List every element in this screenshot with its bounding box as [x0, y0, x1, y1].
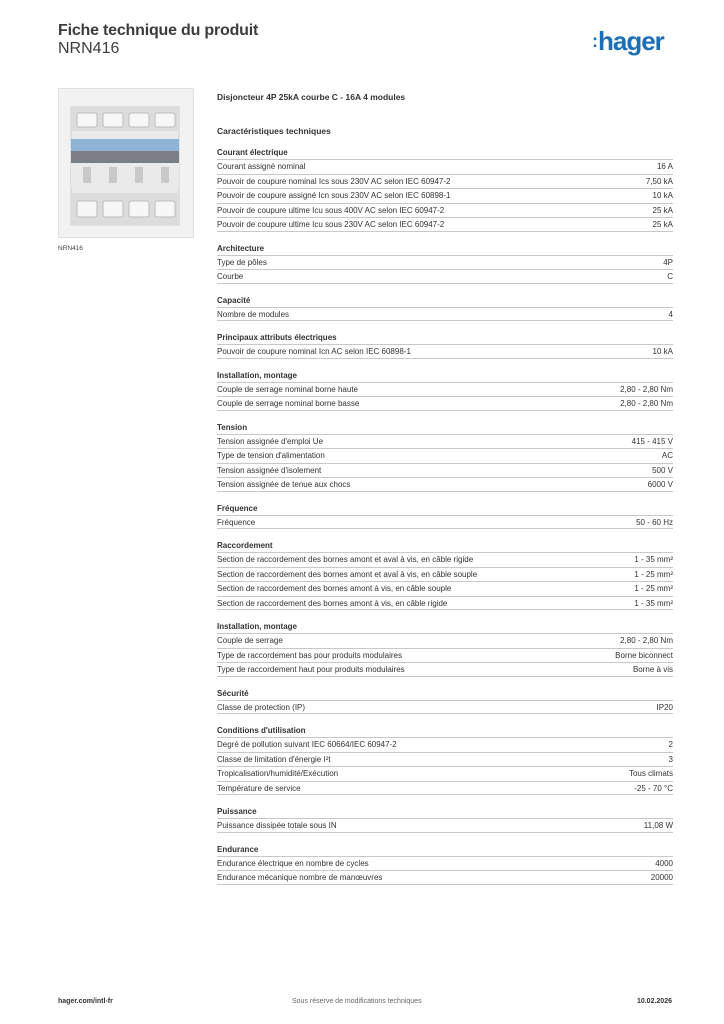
- spec-label: Type de pôles: [217, 257, 267, 267]
- spec-label: Type de raccordement bas pour produits modulaires: [217, 650, 402, 660]
- spec-row: [217, 856, 673, 871]
- spec-row: [217, 633, 673, 648]
- spec-value: 25 kA: [652, 220, 673, 229]
- spec-value: Borne à vis: [632, 665, 673, 674]
- section-title: Raccordement: [217, 541, 273, 550]
- product-reference: NRN416: [58, 40, 120, 57]
- spec-label: Tension assignée de tenue aux chocs: [217, 480, 351, 489]
- spec-value: 25 kA: [652, 205, 673, 215]
- spec-label: Endurance électrique en nombre de cycles: [217, 858, 369, 868]
- spec-value: 2: [668, 740, 673, 749]
- spec-row: [217, 434, 673, 449]
- spec-value: 4P: [663, 257, 673, 267]
- spec-value: 4: [668, 309, 673, 319]
- spec-value: -25 - 70 °C: [634, 783, 673, 793]
- spec-label: Type de tension d'alimentation: [217, 451, 325, 460]
- spec-label: Tension assignée d'isolement: [217, 465, 322, 475]
- spec-value: 50 - 60 Hz: [636, 517, 673, 527]
- spec-row: [217, 700, 673, 715]
- spec-label: Degré de pollution suivant IEC 60664/IEC 60947-2: [217, 740, 397, 749]
- spec-row: [217, 217, 673, 232]
- spec-row: [217, 396, 673, 411]
- specs-heading: Caractéristiques techniques: [217, 126, 331, 136]
- spec-label: Classe de limitation d'énergie I²t: [217, 754, 331, 764]
- spec-label: Pouvoir de coupure ultime Icu sous 400V AC selon IEC 60947-2: [217, 205, 445, 215]
- spec-row: [217, 752, 673, 767]
- spec-row: [217, 307, 673, 322]
- specs-panel: [217, 92, 673, 895]
- spec-row: [217, 477, 673, 492]
- spec-label: Section de raccordement des bornes amont et aval à vis, en câble souple: [217, 569, 478, 579]
- spec-value: 16 A: [656, 162, 673, 171]
- spec-value: 6000 V: [647, 480, 673, 489]
- spec-value: 10 kA: [652, 347, 673, 356]
- section-title: Endurance: [217, 844, 259, 854]
- spec-row: [217, 818, 673, 833]
- spec-label: Section de raccordement des bornes amont et aval à vis, en câble rigide: [217, 555, 474, 564]
- section-title: Installation, montage: [217, 370, 298, 380]
- spec-row: [217, 766, 673, 781]
- spec-value: 4000: [655, 858, 673, 868]
- spec-label: Type de raccordement haut pour produits modulaires: [217, 665, 405, 674]
- spec-label: Pouvoir de coupure nominal Ics sous 230V AC selon IEC 60947-2: [217, 176, 451, 186]
- spec-section: [217, 502, 673, 530]
- spec-section: [217, 724, 673, 795]
- spec-label: Tension assignée d'emploi Ue: [217, 436, 324, 446]
- spec-section: [217, 331, 673, 359]
- spec-value: 1 - 35 mm²: [634, 555, 673, 564]
- spec-label: Section de raccordement des bornes amont à vis, en câble rigide: [217, 598, 448, 608]
- footer-date: 10.02.2026: [636, 998, 672, 1005]
- spec-value: 1 - 35 mm²: [634, 598, 673, 608]
- spec-value: Borne biconnect: [615, 650, 673, 660]
- spec-label: Classe de protection (IP): [217, 702, 306, 712]
- spec-section: [217, 369, 673, 411]
- spec-value: 1 - 25 mm²: [634, 569, 673, 579]
- spec-label: Fréquence: [217, 517, 256, 527]
- spec-label: Courant assigné nominal: [217, 162, 306, 171]
- section-title: Conditions d'utilisation: [217, 726, 306, 735]
- spec-row: [217, 255, 673, 270]
- spec-label: Tropicalisation/humidité/Exécution: [217, 769, 339, 778]
- spec-row: [217, 463, 673, 478]
- section-title: Architecture: [217, 243, 265, 253]
- section-title: Fréquence: [217, 503, 258, 513]
- spec-row: [217, 596, 673, 611]
- spec-label: Température de service: [217, 783, 301, 793]
- spec-section: [217, 294, 673, 322]
- spec-row: [217, 515, 673, 530]
- section-title: Installation, montage: [217, 622, 298, 631]
- spec-label: Pouvoir de coupure ultime Icu sous 230V AC selon IEC 60947-2: [217, 220, 445, 229]
- section-title: Capacité: [217, 295, 251, 305]
- spec-label: Couple de serrage nominal borne haute: [217, 384, 358, 394]
- spec-row: [217, 552, 673, 567]
- spec-row: [217, 567, 673, 582]
- section-title: Tension: [217, 422, 248, 432]
- spec-value: 500 V: [652, 465, 673, 475]
- spec-row: [217, 870, 673, 885]
- specs-sections: [217, 146, 673, 885]
- spec-value: 11,08 W: [643, 821, 673, 830]
- section-title: Courant électrique: [217, 148, 288, 157]
- hager-logo: :hager: [592, 26, 664, 56]
- spec-row: [217, 174, 673, 189]
- spec-row: [217, 269, 673, 284]
- spec-row: [217, 344, 673, 359]
- spec-section: [217, 146, 673, 232]
- footer-website[interactable]: hager.com/intl-fr: [58, 998, 113, 1005]
- section-title: Principaux attributs électriques: [217, 333, 337, 342]
- spec-label: Pouvoir de coupure nominal Icn AC selon IEC 60898-1: [217, 347, 411, 356]
- footer-disclaimer: Sous réserve de modifications techniques: [292, 998, 422, 1005]
- spec-label: Puissance dissipée totale sous IN: [217, 821, 337, 830]
- spec-row: [217, 188, 673, 203]
- spec-row: [217, 382, 673, 397]
- spec-row: [217, 581, 673, 596]
- page-title: Fiche technique du produit: [58, 22, 259, 39]
- spec-value: 10 kA: [652, 191, 673, 200]
- spec-value: Tous climats: [628, 769, 673, 778]
- spec-section: [217, 539, 673, 610]
- spec-value: AC: [661, 451, 673, 460]
- spec-section: [217, 843, 673, 885]
- spec-row: [217, 203, 673, 218]
- spec-label: Endurance mécanique nombre de manœuvres: [217, 873, 383, 882]
- spec-value: 3: [668, 754, 673, 764]
- spec-section: [217, 421, 673, 492]
- spec-row: [217, 159, 673, 174]
- spec-label: Section de raccordement des bornes amont à vis, en câble souple: [217, 584, 452, 593]
- spec-value: 20000: [650, 873, 673, 882]
- spec-value: IP20: [656, 702, 673, 712]
- spec-row: [217, 648, 673, 663]
- spec-value: C: [667, 272, 673, 281]
- spec-row: [217, 737, 673, 752]
- spec-section: [217, 620, 673, 677]
- spec-row: [217, 662, 673, 677]
- spec-value: 7,50 kA: [645, 176, 673, 186]
- spec-section: [217, 687, 673, 715]
- section-title: Sécurité: [217, 688, 249, 698]
- spec-label: Couple de serrage: [217, 636, 283, 645]
- spec-value: 1 - 25 mm²: [634, 584, 673, 593]
- spec-label: Pouvoir de coupure assigné Icn sous 230V AC selon IEC 60898-1: [217, 191, 451, 200]
- spec-value: 415 - 415 V: [631, 436, 673, 446]
- spec-value: 2,80 - 2,80 Nm: [620, 384, 673, 394]
- spec-row: [217, 448, 673, 463]
- spec-value: 2,80 - 2,80 Nm: [620, 636, 673, 645]
- product-description: Disjoncteur 4P 25kA courbe C - 16A 4 modules: [217, 92, 406, 102]
- spec-label: Nombre de modules: [217, 309, 290, 319]
- spec-section: [217, 242, 673, 284]
- spec-value: 2,80 - 2,80 Nm: [620, 399, 673, 408]
- section-title: Puissance: [217, 807, 257, 816]
- photo-caption: NRN416: [58, 245, 83, 252]
- product-photo: [58, 88, 194, 238]
- spec-label: Courbe: [217, 272, 244, 281]
- spec-label: Couple de serrage nominal borne basse: [217, 399, 360, 408]
- spec-row: [217, 781, 673, 796]
- spec-section: [217, 805, 673, 833]
